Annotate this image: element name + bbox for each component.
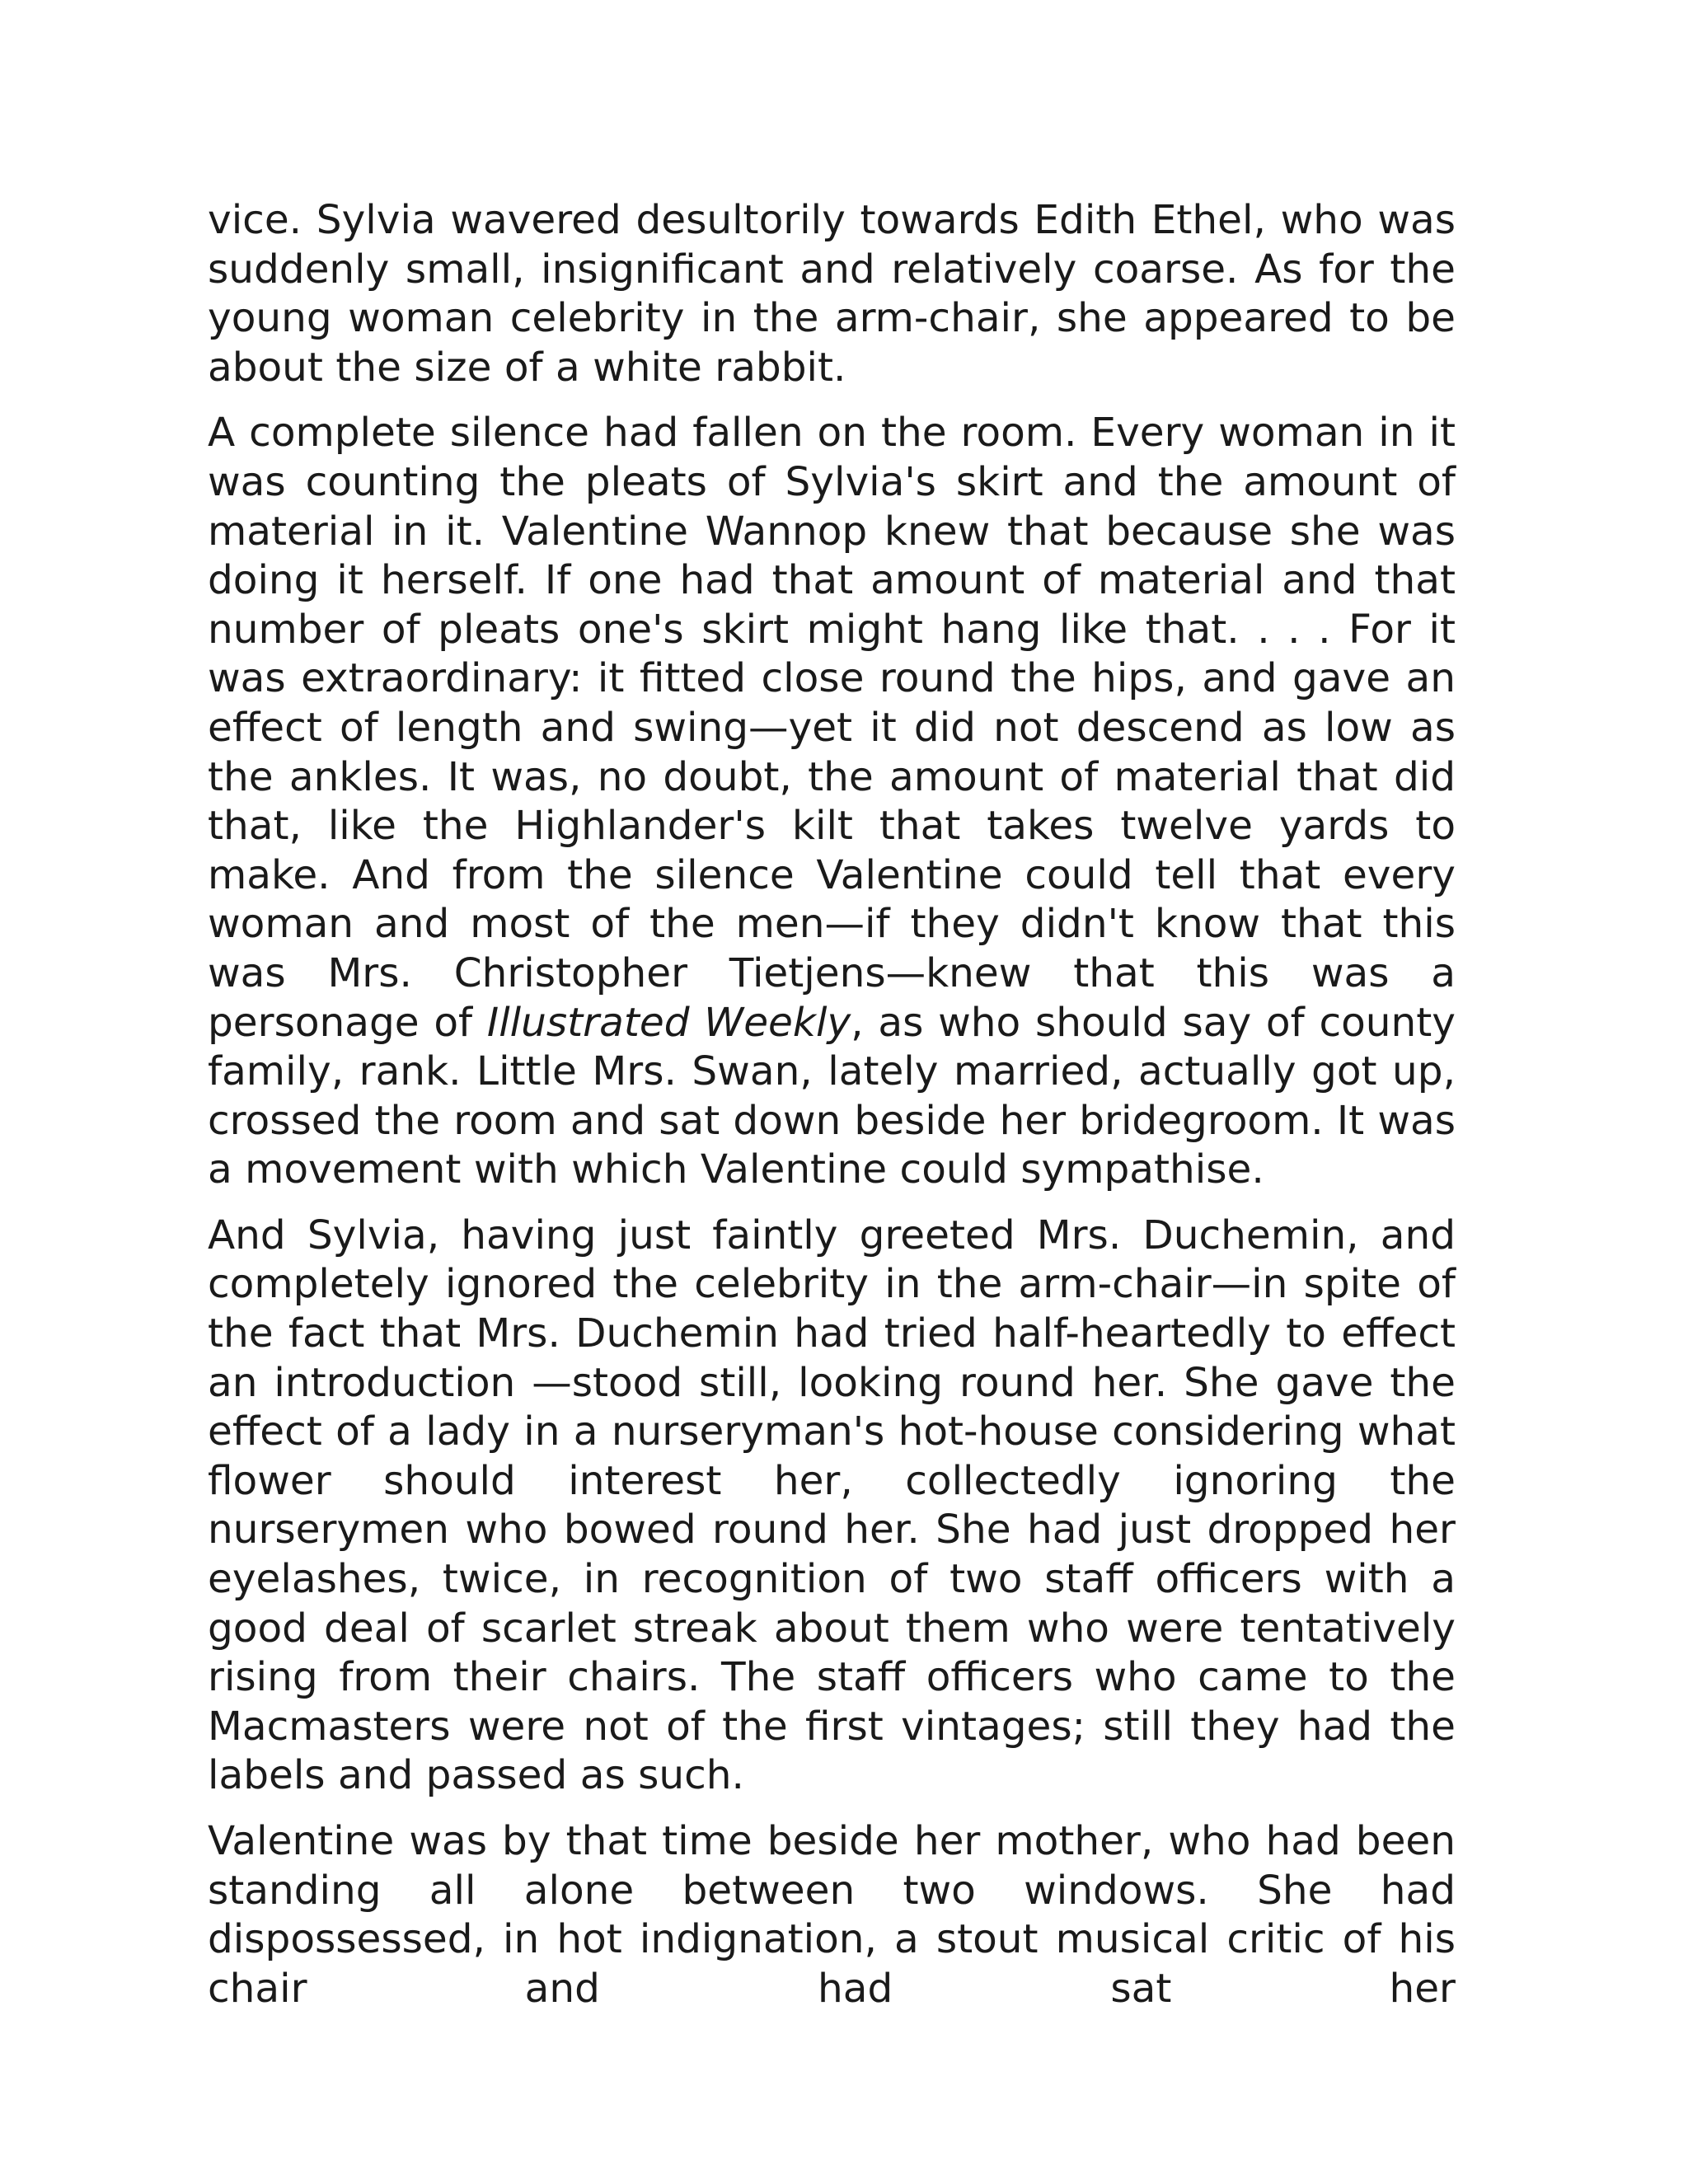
paragraph-4-text: Valentine was by that time beside her mother, who had been standing all alone between two windows. She had dispossessed, in hot indignation, a stout musical critic of his chair and had sat her <box>208 1818 1456 2012</box>
paragraph-2-text-a: A complete silence had fallen on the room. Every woman in it was counting the pleats of Sylvia's skirt and the amount of material in it. Valentine Wannop knew that because she was doing it herself. If one had that amount of material and that number of pleats one's skirt might hang like that. . . . For it was extraordinary: it fitted close round the hips, and gave an effect of length and swing—yet it did not descend as low as the ankles. It was, no doubt, the amount of material that did that, like the Highlander's kilt that takes twelve yards to make. And from the silence Valentine could tell that every woman and most of the men—if they didn't know that this was Mrs. Christopher Tietjens—knew that this was a personage of <box>208 410 1456 1046</box>
paragraph-1 <box>208 196 1456 392</box>
paragraph-3-text: And Sylvia, having just faintly greeted Mrs. Duchemin, and completely ignored the celebrity in the arm-chair—in spite of the fact that Mrs. Duchemin had tried half-heartedly to effect an introduction —stood still, looking round her. She gave the effect of a lady in a nurseryman's hot-house considering what flower should interest her, collectedly ignoring the nurserymen who bowed round her. She had just dropped her eyelashes, twice, in recognition of two staff officers with a good deal of scarlet streak about them who were tentatively rising from their chairs. The staff officers who came to the Macmasters were not of the first vintages; still they had the labels and passed as such. <box>208 1212 1456 1799</box>
paragraph-4 <box>208 1817 1456 2013</box>
paragraph-3 <box>208 1212 1456 1801</box>
page-body <box>208 196 1456 2030</box>
paragraph-2-text-b: , as who should say of county family, rank. Little Mrs. Swan, lately married, actually got up, crossed the room and sat down beside her bridegroom. It was a movement with which Valentine could sympathise. <box>208 999 1456 1193</box>
italic-publication-title: Illustrated Weekly <box>486 999 851 1046</box>
paragraph-1-text: vice. Sylvia wavered desultorily towards Edith Ethel, who was suddenly small, insignificant and relatively coarse. As for the young woman celebrity in the arm-chair, she appeared to be about the size of a white rabbit. <box>208 197 1456 391</box>
paragraph-2 <box>208 409 1456 1195</box>
